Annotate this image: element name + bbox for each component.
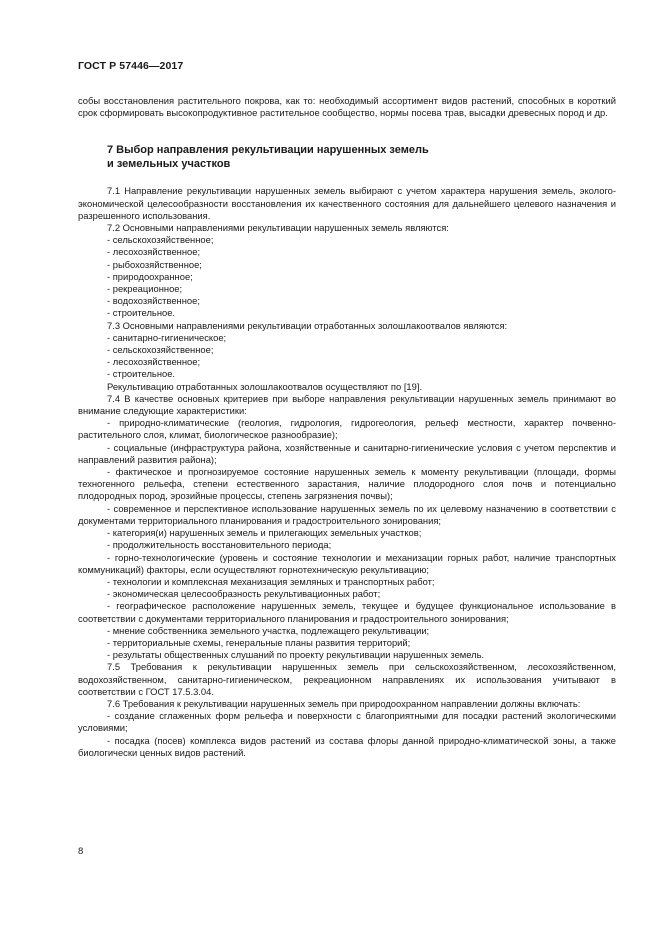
section-title bbox=[107, 143, 616, 171]
list-item: - создание сглаженных форм рельефа и поверхности с благоприятными для посадки растений экологическими условиями; bbox=[78, 710, 616, 734]
list-item: - категория(и) нарушенных земель и прилегающих земельных участков; bbox=[107, 527, 422, 539]
list-item: - посадка (посев) комплекса видов растений из состава флоры данной природно-климатической зоны, а также биологически ценных видов растений. bbox=[78, 734, 616, 758]
list-item: - сельскохозяйственное; bbox=[107, 234, 214, 246]
continuation-paragraph: собы восстановления растительного покрова, как то: необходимый ассортимент видов растений, способных в короткий срок сформировать высокопродуктивное растительное сообщество, нормы посева трав, высадки древесных пород и др. bbox=[78, 95, 616, 119]
list-item: - современное и перспективное использование нарушенных земель по их целевому назначению в соответствии с документами территориального планирования и градостроительного зонирования; bbox=[78, 502, 616, 526]
list-item: - строительное. bbox=[107, 368, 176, 380]
list-item: - продолжительность восстановительного периода; bbox=[107, 539, 332, 551]
list-item: - результаты общественных слушаний по проекту рекультивации нарушенных земель. bbox=[107, 649, 485, 661]
list-item: - территориальные схемы, генеральные планы развития территорий; bbox=[107, 636, 411, 648]
page-number: 8 bbox=[78, 846, 84, 857]
list-item: - технологии и комплексная механизация земляных и транспортных работ; bbox=[107, 575, 435, 587]
list-item: - сельскохозяйственное; bbox=[107, 344, 214, 356]
list-item: - мнение собственника земельного участка, подлежащего рекультивации; bbox=[107, 624, 430, 636]
document-header: ГОСТ Р 57446—2017 bbox=[78, 60, 184, 72]
paragraph-7-1: 7.1 Направление рекультивации нарушенных земель выбирают с учетом характера нарушения земель, эколого-экономической целесообразности восстановления их качественного состояния для дальнейшего целевого назначения и разрешенного использования. bbox=[78, 185, 616, 221]
list-item: - экономическая целесообразность рекультивационных работ; bbox=[107, 588, 381, 600]
list-item: - лесохозяйственное; bbox=[107, 356, 201, 368]
section-title-line-2: и земельных участков bbox=[107, 158, 231, 171]
list-item: - социальные (инфраструктура района, хозяйственные и санитарно-гигиенические условия с учетом перспектив и направлений развития района); bbox=[78, 441, 616, 465]
paragraph-7-5: 7.5 Требования к рекультивации нарушенных земель при сельскохозяйственном, лесохозяйственном, водохозяйственном, санитарно-гигиеническом, рекреационном направлениях их использования учитывают в соответствии с ГОСТ 17.5.3.04. bbox=[78, 661, 616, 697]
section-title-line-1: 7 Выбор направления рекультивации нарушенных земель bbox=[107, 144, 429, 157]
list-item: - фактическое и прогнозируемое состояние нарушенных земель к моменту рекультивации (площади, формы техногенного рельефа, степени естественного зарастания, наличие плодородного слоя почв и потенциально плодородных пород, эрозийные процессы, степень загрязнения почвы); bbox=[78, 466, 616, 502]
paragraph-7-6: 7.6 Требования к рекультивации нарушенных земель при природоохранном направлении должны включать: bbox=[107, 697, 581, 709]
list-item: - строительное. bbox=[107, 307, 176, 319]
list-item: - природно-климатические (геология, гидрология, гидрогеология, рельеф местности, характер почвенно-растительного слоя, климат, биологическое разнообразие); bbox=[78, 417, 616, 441]
list-item: - природоохранное; bbox=[107, 270, 193, 282]
list-item: - рекреационное; bbox=[107, 283, 183, 295]
list-item: - горно-технологические (уровень и состояние технологии и механизации горных работ, наличие транспортных коммуникаций) факторы, если осуществляют горнотехническую рекультивацию; bbox=[78, 551, 616, 575]
paragraph-7-2: 7.2 Основными направлениями рекультивации нарушенных земель являются: bbox=[107, 222, 449, 234]
list-item: - лесохозяйственное; bbox=[107, 246, 201, 258]
page-content bbox=[78, 95, 616, 759]
list-item: - водохозяйственное; bbox=[107, 295, 200, 307]
list-item: - географическое расположение нарушенных земель, текущее и будущее функциональное использование в соответствии с документами территориального планирования и градостроительного зонирования; bbox=[78, 600, 616, 624]
paragraph-7-3: 7.3 Основными направлениями рекультивации отработанных золошлакоотвалов являются: bbox=[107, 319, 508, 331]
paragraph-reference: Рекультивацию отработанных золошлакоотвалов осуществляют по [19]. bbox=[107, 380, 423, 392]
paragraph-7-4: 7.4 В качестве основных критериев при выборе направления рекультивации нарушенных земель принимают во внимание следующие характеристики: bbox=[78, 392, 616, 417]
list-item: - рыбохозяйственное; bbox=[107, 258, 202, 270]
list-item: - санитарно-гигиеническое; bbox=[107, 331, 227, 343]
